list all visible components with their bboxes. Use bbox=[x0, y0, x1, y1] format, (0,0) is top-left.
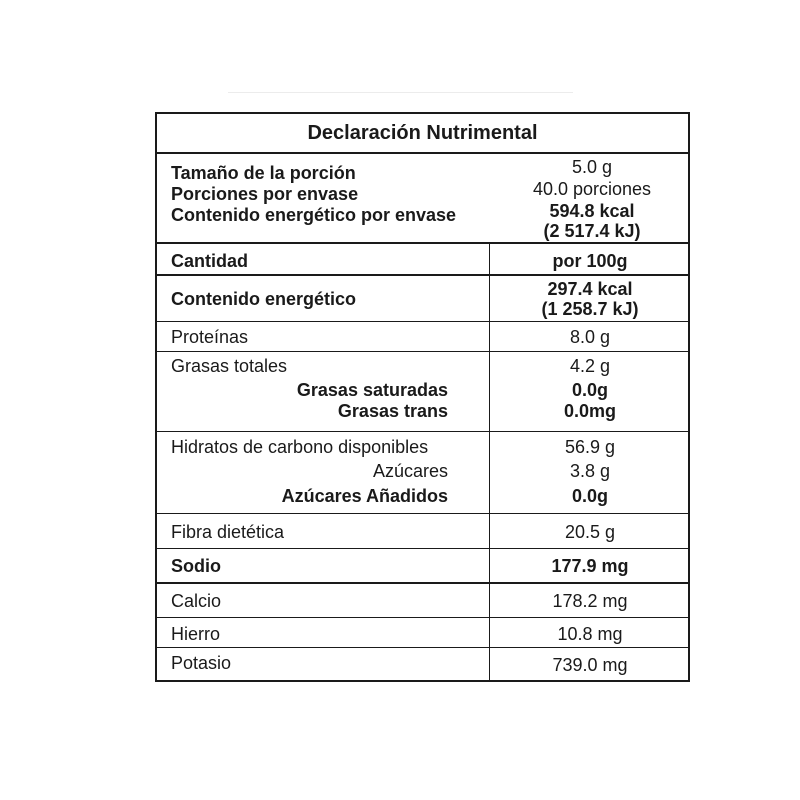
sat-fat-value: 0.0g bbox=[571, 380, 609, 400]
quantity-label: Cantidad bbox=[171, 251, 249, 271]
table-row-protein bbox=[157, 322, 688, 352]
energy-container-kcal: 594.8 kcal bbox=[549, 201, 635, 221]
table-row-fats bbox=[157, 352, 688, 432]
sodium-value: 177.9 mg bbox=[551, 556, 629, 576]
energy-container-label: Contenido energético por envase bbox=[171, 205, 457, 225]
table-row-sodium bbox=[157, 549, 688, 584]
fat-label: Grasas totales bbox=[171, 356, 288, 376]
protein-label: Proteínas bbox=[171, 327, 249, 347]
fiber-value: 20.5 g bbox=[564, 522, 616, 542]
table-row-carbs bbox=[157, 432, 688, 514]
energy-kcal: 297.4 kcal bbox=[547, 279, 633, 299]
fat-value: 4.2 g bbox=[569, 356, 611, 376]
sat-fat-label: Grasas saturadas bbox=[296, 380, 448, 400]
carbs-label: Hidratos de carbono disponibles bbox=[171, 437, 429, 457]
added-sugars-label: Azúcares Añadidos bbox=[281, 486, 448, 506]
label-title: Declaración Nutrimental bbox=[307, 122, 538, 144]
fiber-label: Fibra dietética bbox=[171, 522, 285, 542]
top-divider bbox=[228, 92, 573, 93]
sugars-label: Azúcares bbox=[372, 461, 448, 481]
energy-container-kj: (2 517.4 kJ) bbox=[543, 221, 641, 241]
added-sugars-value: 0.0g bbox=[571, 486, 609, 506]
table-row-quantity bbox=[157, 244, 688, 276]
table-row-iron bbox=[157, 618, 688, 648]
servings-label: Porciones por envase bbox=[171, 184, 359, 204]
table-row-energy bbox=[157, 276, 688, 322]
serving-size-value: 5.0 g bbox=[571, 157, 613, 177]
nutrient-table bbox=[157, 244, 688, 680]
table-row-calcium bbox=[157, 584, 688, 618]
title-row bbox=[157, 114, 688, 154]
iron-label: Hierro bbox=[171, 624, 221, 644]
sugars-value: 3.8 g bbox=[569, 461, 611, 481]
trans-fat-label: Grasas trans bbox=[337, 401, 448, 421]
calcium-label: Calcio bbox=[171, 591, 222, 611]
energy-kj: (1 258.7 kJ) bbox=[541, 299, 639, 319]
nutrition-label bbox=[155, 112, 690, 682]
servings-value: 40.0 porciones bbox=[532, 179, 652, 199]
table-row-fiber bbox=[157, 514, 688, 549]
calcium-value: 178.2 mg bbox=[552, 591, 628, 611]
energy-label: Contenido energético bbox=[171, 289, 357, 309]
potassium-label: Potasio bbox=[171, 653, 232, 673]
protein-value: 8.0 g bbox=[569, 327, 611, 347]
trans-fat-value: 0.0mg bbox=[563, 401, 617, 421]
potassium-value: 739.0 mg bbox=[552, 655, 628, 675]
quantity-value: por 100g bbox=[552, 251, 628, 271]
table-row-potassium bbox=[157, 648, 688, 680]
sodium-label: Sodio bbox=[171, 556, 221, 576]
serving-size-label: Tamaño de la porción bbox=[171, 163, 356, 183]
carbs-value: 56.9 g bbox=[564, 437, 616, 457]
summary-row bbox=[157, 154, 688, 244]
iron-value: 10.8 mg bbox=[557, 624, 623, 644]
